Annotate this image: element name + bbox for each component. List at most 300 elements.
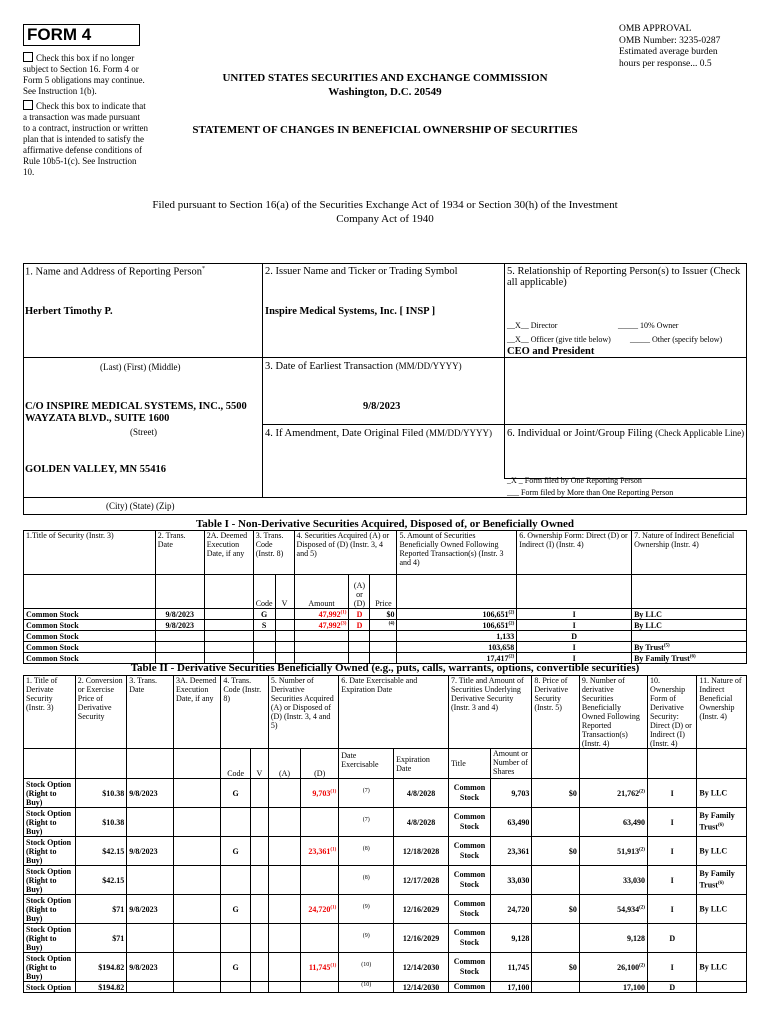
table-row [24,620,747,631]
underlying-shares: 63,490 [491,808,532,837]
omb-approval [619,24,720,70]
exercise-price: $42.15 [75,866,126,895]
security-title: Common Stock [24,653,156,664]
exercisable-footnote: (8) [362,846,370,853]
v-flag [275,631,294,642]
nature-indirect-value: By LLC [699,962,728,972]
nature-indirect [632,631,747,642]
v-flag [251,953,269,982]
name-parts-label: (Last) (First) (Middle) [100,362,181,372]
t2-head-price: 2. Conversion or Exercise Price of Derivative Security [75,676,126,749]
filed-pursuant: Filed pursuant to Section 16(a) of the Securities Exchange Act of 1934 or Section 30(h) of the Investment Company Act of 1940 [152,199,618,225]
derivative-title: Stock Option (Right to Buy) [24,895,76,924]
box6-label: 6. Individual or Joint/Group Filing (Check Applicable Line) [507,428,745,439]
acquired [268,779,300,808]
omb-line: hours per response... 0.5 [619,58,712,69]
ownership-form: I [647,779,696,808]
deemed-date [173,895,220,924]
trans-code [253,631,275,642]
table2-title: Table II - Derivative Securities Beneficially Owned (e.g., puts, calls, warrants, options, convertible securities) [130,662,640,674]
owned-following-value: 26,100 [617,962,640,972]
ownership-form: I [647,837,696,866]
owned-following-footnote: (2) [639,788,645,794]
box4-label: 4. If Amendment, Date Original Filed (MM/DD/YYYY) [265,428,492,439]
underlying-title: Common Stock [448,953,490,982]
trans-code [221,866,251,895]
trans-code [221,982,251,993]
box2-label: 2. Issuer Name and Ticker or Trading Symbol [265,266,458,277]
t1-head-date: 2. Trans. Date [155,531,204,575]
disposed-value: 9,703 [312,788,331,798]
earliest-date: 9/8/2023 [363,401,401,412]
derivative-price [532,808,580,837]
trans-date [127,982,174,993]
trans-code: G [221,779,251,808]
v-flag [251,808,269,837]
t2-sub-code: Code [221,749,251,779]
expiration-date: 4/8/2028 [394,779,449,808]
exercisable-footnote: (10) [361,962,372,969]
owned-following-value: 106,651 [482,609,509,619]
underlying-shares: 23,361 [491,837,532,866]
price-value: $0 [386,609,395,619]
v-flag [275,620,294,631]
derivative-title: Stock Option (Right to Buy) [24,808,76,837]
t1-head-acquired: 4. Securities Acquired (A) or Disposed of (D) (Instr. 3, 4 and 5) [294,531,397,575]
date-exercisable [339,779,394,808]
price [370,631,397,642]
underlying-title: Common Stock [448,837,490,866]
t2-head-date: 3. Trans. Date [127,676,174,749]
street-label: (Street) [130,427,157,437]
trans-code: G [253,609,275,620]
nature-indirect [697,808,747,837]
t2-head-nature: 11. Nature of Indirect Beneficial Ownership (Instr. 4) [697,676,747,749]
nature-indirect [697,779,747,808]
amount [294,631,349,642]
date-exercisable [339,982,394,993]
v-flag [251,924,269,953]
trans-date: 9/8/2023 [127,779,174,808]
amount-value: 47,992 [318,620,341,630]
nature-indirect-footnote: (6) [689,653,696,659]
amount [294,609,349,620]
t1-head-title: 1.Title of Security (Instr. 3) [24,531,156,575]
disposed-value: 23,361 [308,846,331,856]
underlying-shares: 9,128 [491,924,532,953]
underlying-title: Common Stock [448,895,490,924]
owned-following [397,631,517,642]
exercise-price: $10.38 [75,779,126,808]
director-line: __X__ Director [507,321,558,330]
ownership-form: I [647,953,696,982]
trans-code: G [221,953,251,982]
owned-following-footnote: (2) [508,609,515,615]
check2-text: Check this box to indicate that a transaction was made pursuant to a contract, instruction or written plan that is intended to satisfy the affirmative defense conditions of Rule 10b5-1(c). See Instruction 10. [23,101,148,177]
acq-disp [349,631,370,642]
underlying-title: Common Stock [448,779,490,808]
nature-indirect-value: By Trust [634,642,664,652]
t1-head-amount: 5. Amount of Securities Beneficially Owned Following Reported Transaction(s) (Instr. 3 and 4) [397,531,517,575]
price [370,642,397,653]
trans-date [127,866,174,895]
expiration-date: 12/14/2030 [394,982,449,993]
exercise-price: $10.38 [75,808,126,837]
deemed-date [173,953,220,982]
box1-label: 1. Name and Address of Reporting Person* [25,266,206,278]
officer-title: CEO and President [507,346,595,357]
t2-head-form: 10. Ownership Form of Derivative Security: Direct (D) or Indirect (I) (Instr. 4) [647,676,696,749]
security-title: Common Stock [24,620,156,631]
trans-date [155,631,204,642]
derivative-title: Stock Option [24,982,76,993]
trans-code: G [221,895,251,924]
t2-head-dates: 6. Date Exercisable and Expiration Date [339,676,449,749]
disposed [301,808,339,837]
owned-following-value: 103,658 [488,642,515,652]
nature-indirect-value: By Family Trust [699,811,735,832]
security-title: Common Stock [24,631,156,642]
form-title: FORM 4 [23,24,140,46]
owned-following-value: 54,934 [617,904,640,914]
table-row [24,982,747,993]
table-row [24,779,747,808]
owned-following-value: 1,133 [496,631,515,641]
nature-indirect [632,620,747,631]
expiration-date: 12/18/2028 [394,837,449,866]
date-exercisable [339,808,394,837]
derivative-title: Stock Option (Right to Buy) [24,837,76,866]
agency-city: Washington, D.C. 20549 [328,86,442,98]
v-flag [275,642,294,653]
owned-following [579,866,647,895]
owned-following-value: 17,100 [622,982,645,992]
underlying-title: Common Stock [448,866,490,895]
trans-date: 9/8/2023 [127,895,174,924]
other-line: _____ Other (specify below) [630,335,723,344]
acquired [268,895,300,924]
t2-head-code: 4. Trans. Code (Instr. 8) [221,676,269,749]
reporting-name: Herbert Timothy P. [25,306,113,317]
t1-head-form: 6. Ownership Form: Direct (D) or Indirect (I) (Instr. 4) [517,531,632,575]
ownership-form: D [517,631,632,642]
owned-following-value: 9,128 [626,933,645,943]
ten-pct-line: _____ 10% Owner [618,321,679,330]
owned-following-value: 106,651 [482,620,509,630]
owned-following-footnote: (2) [639,846,645,852]
deemed-date [173,982,220,993]
t1-head-code: 3. Trans. Code (Instr. 8) [253,531,294,575]
amount [294,642,349,653]
t2-head-deemed: 3A. Deemed Execution Date, if any [173,676,220,749]
deemed-date [204,620,253,631]
acquired [268,924,300,953]
table-row [24,866,747,895]
owned-following-value: 21,762 [617,788,640,798]
nature-indirect [697,953,747,982]
amount-value: 47,992 [318,609,341,619]
disposed-value: 11,745 [308,962,331,972]
date-exercisable [339,953,394,982]
table-row [24,895,747,924]
table-row [24,642,747,653]
nature-indirect [632,609,747,620]
owned-following [397,609,517,620]
date-exercisable [339,866,394,895]
trans-date: 9/8/2023 [127,953,174,982]
underlying-title: Common [448,982,490,993]
nature-indirect [697,924,747,953]
table1 [23,530,747,664]
acquired [268,808,300,837]
statement-title: STATEMENT OF CHANGES IN BENEFICIAL OWNERSHIP OF SECURITIES [192,124,578,136]
t1-head-nature: 7. Nature of Indirect Beneficial Ownership (Instr. 4) [632,531,747,575]
disposed [301,924,339,953]
t2-head-underlying: 7. Title and Amount of Securities Underlying Derivative Security (Instr. 3 and 4) [448,676,531,749]
owned-following [579,895,647,924]
v-flag [275,609,294,620]
check-no-longer-subject [23,52,148,97]
derivative-title: Stock Option (Right to Buy) [24,866,76,895]
reporting-address: C/O INSPIRE MEDICAL SYSTEMS, INC., 5500 WAYZATA BLVD., SUITE 1600 [25,401,247,424]
t1-sub-amount: Amount [294,575,349,609]
acquired [268,982,300,993]
acquired [268,837,300,866]
derivative-price: $0 [532,779,580,808]
underlying-shares: 24,720 [491,895,532,924]
nature-indirect-value: By LLC [699,904,728,914]
nature-indirect [697,895,747,924]
underlying-title: Common Stock [448,808,490,837]
exercisable-footnote: (9) [362,933,370,940]
deemed-date [204,642,253,653]
t2-head-number: 5. Number of Derivative Securities Acquired (A) or Disposed of (D) (Instr. 3, 4 and 5) [268,676,338,749]
underlying-shares: 33,030 [491,866,532,895]
trans-code: S [253,620,275,631]
disposed [301,953,339,982]
box5-label: 5. Relationship of Reporting Person(s) to Issuer (Check all applicable) [507,266,741,288]
disposed [301,779,339,808]
t2-sub-v: V [251,749,269,779]
derivative-price [532,982,580,993]
derivative-title: Stock Option (Right to Buy) [24,953,76,982]
ownership-form: I [517,609,632,620]
acq-disp [349,642,370,653]
ownership-form: I [647,866,696,895]
owned-following [579,779,647,808]
trans-code [253,642,275,653]
owned-following-value: 17,417 [486,653,509,663]
acquired [268,953,300,982]
nature-indirect [697,982,747,993]
nature-indirect-value: By Family Trust [699,869,735,890]
check1-text: Check this box if no longer subject to Section 16. Form 4 or Form 5 obligations may continue. See Instruction 1(b). [23,53,145,96]
nature-indirect-value: By LLC [634,609,662,619]
underlying-shares: 11,745 [491,953,532,982]
disposed-footnote: (1) [330,846,337,852]
trans-date [155,642,204,653]
expiration-date: 4/8/2028 [394,808,449,837]
reporting-city: GOLDEN VALLEY, MN 55416 [25,464,167,475]
expiration-date: 12/16/2029 [394,924,449,953]
trans-code [221,924,251,953]
amount [294,620,349,631]
more-person-line: ___ Form filed by More than One Reporting Person [507,488,674,497]
ownership-form: D [647,924,696,953]
exercisable-footnote: (9) [362,904,370,911]
table-row [24,631,747,642]
owned-following-footnote: (2) [508,653,515,659]
derivative-price [532,866,580,895]
nature-indirect-footnote: (6) [717,823,724,829]
owned-following-footnote: (2) [508,620,515,626]
table-row [24,953,747,982]
trans-date [127,808,174,837]
omb-line: OMB APPROVAL [619,24,692,34]
security-title: Common Stock [24,609,156,620]
box3-label: 3. Date of Earliest Transaction (MM/DD/YYYY) [265,361,462,372]
underlying-title: Common Stock [448,924,490,953]
checkbox-icon[interactable] [23,100,33,110]
exercise-price: $194.82 [75,953,126,982]
v-flag [251,779,269,808]
underlying-shares: 17,100 [491,982,532,993]
owned-following [579,924,647,953]
deemed-date [173,866,220,895]
disposed [301,866,339,895]
table1-title: Table I - Non-Derivative Securities Acquired, Disposed of, or Beneficially Owned [195,518,575,530]
expiration-date: 12/17/2028 [394,866,449,895]
check-rule-10b5 [23,100,148,178]
derivative-title: Stock Option (Right to Buy) [24,779,76,808]
city-parts-label: (City) (State) (Zip) [106,501,175,511]
price [370,620,397,631]
derivative-price [532,924,580,953]
omb-line: OMB Number: 3235-0287 [619,35,721,46]
t2-sub-expiration: Expiration Date [394,749,449,779]
price-footnote: (4) [388,620,395,626]
owned-following [579,953,647,982]
disposed-value: 24,720 [308,904,331,914]
exercise-price: $71 [75,924,126,953]
disposed-footnote: (1) [330,788,337,794]
trans-code: G [221,837,251,866]
exercise-price: $194.82 [75,982,126,993]
agency-name: UNITED STATES SECURITIES AND EXCHANGE COMMISSION [222,72,548,84]
derivative-price: $0 [532,953,580,982]
owned-following [579,808,647,837]
derivative-title: Stock Option (Right to Buy) [24,924,76,953]
nature-indirect-value: By LLC [699,846,728,856]
owned-following-footnote: (2) [639,962,645,968]
table-row [24,837,747,866]
owned-following-value: 51,913 [617,846,640,856]
expiration-date: 12/14/2030 [394,953,449,982]
amount-footnote: (3) [340,620,347,626]
nature-indirect-value: By LLC [634,620,662,630]
t1-sub-ad: (A) or (D) [349,575,370,609]
price [370,609,397,620]
t2-sub-exercisable: Date Exercisable [339,749,394,779]
date-exercisable [339,895,394,924]
t2-head-title: 1. Title of Derivate Security (Instr. 3) [24,676,76,749]
derivative-price: $0 [532,837,580,866]
disposed [301,982,339,993]
deemed-date [173,779,220,808]
v-flag [251,837,269,866]
t1-sub-v: V [275,575,294,609]
trans-date: 9/8/2023 [155,609,204,620]
owned-following-value: 63,490 [622,817,645,827]
owned-following-footnote: (2) [639,904,645,910]
ownership-form: I [647,808,696,837]
omb-line: Estimated average burden [619,47,718,57]
one-person-line: _X _ Form filed by One Reporting Person [507,476,642,485]
acq-disp: D [349,609,370,620]
date-exercisable [339,924,394,953]
exercisable-footnote: (7) [362,788,370,795]
security-title: Common Stock [24,642,156,653]
ownership-form: I [517,642,632,653]
exercise-price: $42.15 [75,837,126,866]
exercise-price: $71 [75,895,126,924]
acq-disp: D [349,620,370,631]
t2-head-owned: 9. Number of derivative Securities Beneficially Owned Following Reported Transaction(s) (Instr. 4) [579,676,647,749]
ownership-form: I [647,895,696,924]
t2-head-dprice: 8. Price of Derivative Security (Instr. 5) [532,676,580,749]
table2 [23,675,747,993]
t1-sub-price: Price [370,575,397,609]
t1-head-deemed: 2A. Deemed Execution Date, if any [204,531,253,575]
v-flag [251,895,269,924]
deemed-date [204,609,253,620]
nature-indirect [697,866,747,895]
t2-sub-a: (A) [268,749,300,779]
expiration-date: 12/16/2029 [394,895,449,924]
trans-date: 9/8/2023 [127,837,174,866]
ownership-form: D [647,982,696,993]
owned-following [397,620,517,631]
exercisable-footnote: (7) [362,817,370,824]
trans-date [127,924,174,953]
nature-indirect [632,642,747,653]
deemed-date [204,631,253,642]
t2-sub-d: (D) [301,749,339,779]
issuer-name: Inspire Medical Systems, Inc. [ INSP ] [265,306,436,317]
deemed-date [173,924,220,953]
nature-indirect-footnote: (5) [663,642,670,648]
exercisable-footnote: (10) [361,982,372,989]
exercisable-footnote: (8) [362,875,370,882]
v-flag [251,866,269,895]
nature-indirect-footnote: (6) [717,881,724,887]
table-row [24,808,747,837]
t2-sub-amount: Amount or Number of Shares [491,749,532,779]
nature-indirect [697,837,747,866]
acquired [268,866,300,895]
trans-date: 9/8/2023 [155,620,204,631]
owned-following [579,837,647,866]
owned-following [397,642,517,653]
disposed [301,895,339,924]
owned-following [579,982,647,993]
checkbox-icon[interactable] [23,52,33,62]
deemed-date [173,837,220,866]
underlying-shares: 9,703 [491,779,532,808]
v-flag [251,982,269,993]
derivative-price: $0 [532,895,580,924]
officer-line: __X__ Officer (give title below) [507,335,611,344]
